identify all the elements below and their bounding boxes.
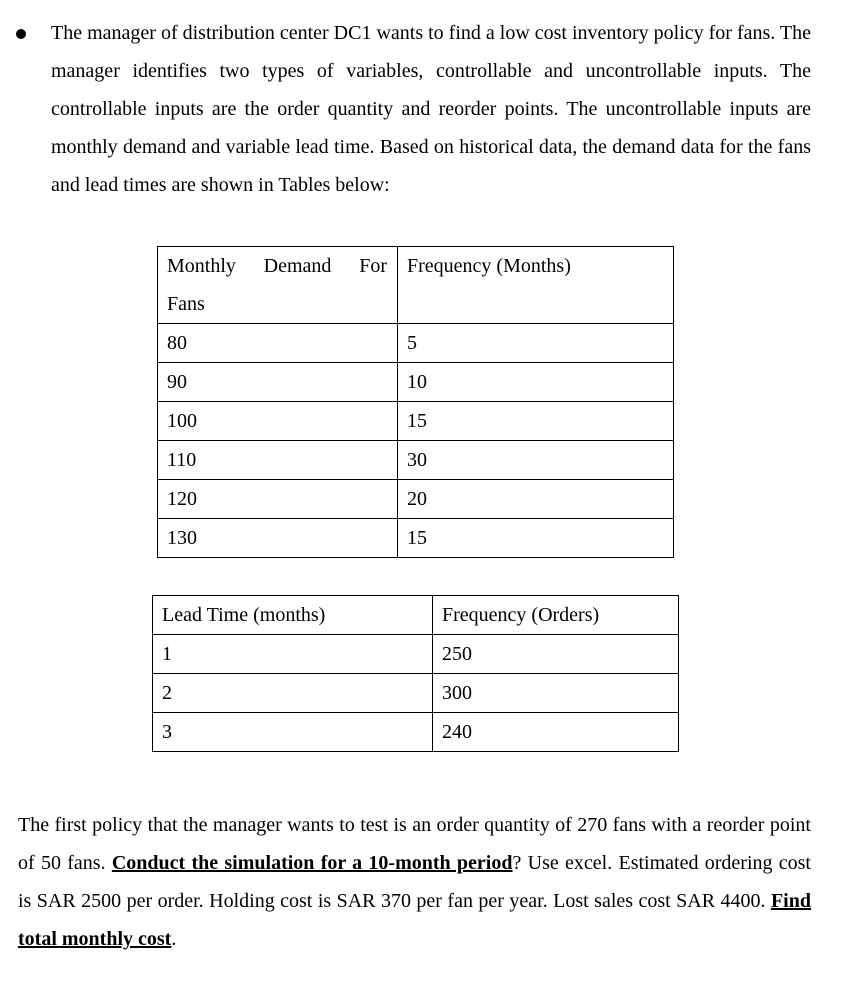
table-row	[158, 363, 674, 402]
frequency-months-header: Frequency (Months)	[398, 247, 674, 324]
demand-header-cell	[158, 247, 398, 324]
table-row	[153, 713, 679, 752]
demand-header-word: For	[359, 255, 387, 277]
frequency-cell: 15	[398, 519, 674, 558]
frequency-cell: 240	[433, 713, 679, 752]
lead-time-cell: 2	[153, 674, 433, 713]
demand-header-word: Monthly	[167, 255, 236, 277]
frequency-cell: 30	[398, 441, 674, 480]
table-row	[158, 402, 674, 441]
frequency-orders-header: Frequency (Orders)	[433, 596, 679, 635]
demand-cell: 80	[158, 324, 398, 363]
demand-cell: 90	[158, 363, 398, 402]
lead-time-header: Lead Time (months)	[153, 596, 433, 635]
demand-header-word: Demand	[263, 255, 332, 277]
demand-header-line1	[167, 247, 397, 285]
simulation-instruction: Conduct the simulation for a 10-month period	[111, 852, 513, 874]
total-cost-instruction: Find total monthly cost	[18, 890, 811, 950]
table-row	[153, 635, 679, 674]
table-row	[158, 441, 674, 480]
closing-text: .	[171, 928, 177, 950]
demand-cell: 120	[158, 480, 398, 519]
table-header-row	[153, 596, 679, 635]
frequency-cell: 15	[398, 402, 674, 441]
intro-paragraph: The manager of distribution center DC1 wants to find a low cost inventory policy for fans. The manager identifies two types of variables, controllable and uncontrollable inputs. The controllable inputs are the order quantity and reorder points. The uncontrollable inputs are monthly demand and variable lead time. Based on historical data, the demand data for the fans and lead times are shown in Tables below:	[51, 22, 811, 196]
demand-cell: 110	[158, 441, 398, 480]
frequency-cell: 250	[433, 635, 679, 674]
table-row	[153, 674, 679, 713]
closing-text: The first policy that the manager wants to test is an order quantity of 270 fans with a reorder point of 50 fans.	[18, 814, 811, 874]
frequency-cell: 20	[398, 480, 674, 519]
lead-time-cell: 1	[153, 635, 433, 674]
closing-text: ? Use excel. Estimated ordering cost is SAR 2500 per order. Holding cost is SAR 370 per fan per year. Lost sales cost SAR 4400.	[18, 852, 811, 912]
lead-time-table	[152, 595, 679, 752]
demand-cell: 130	[158, 519, 398, 558]
demand-cell: 100	[158, 402, 398, 441]
bullet-point	[16, 29, 26, 39]
table-row	[158, 519, 674, 558]
frequency-cell: 300	[433, 674, 679, 713]
demand-header-line2: Fans	[167, 293, 205, 315]
closing-paragraph	[18, 806, 811, 958]
lead-time-cell: 3	[153, 713, 433, 752]
table-header-row	[158, 247, 674, 324]
frequency-cell: 5	[398, 324, 674, 363]
table-row	[158, 480, 674, 519]
table-row	[158, 324, 674, 363]
frequency-cell: 10	[398, 363, 674, 402]
demand-table	[157, 246, 674, 558]
